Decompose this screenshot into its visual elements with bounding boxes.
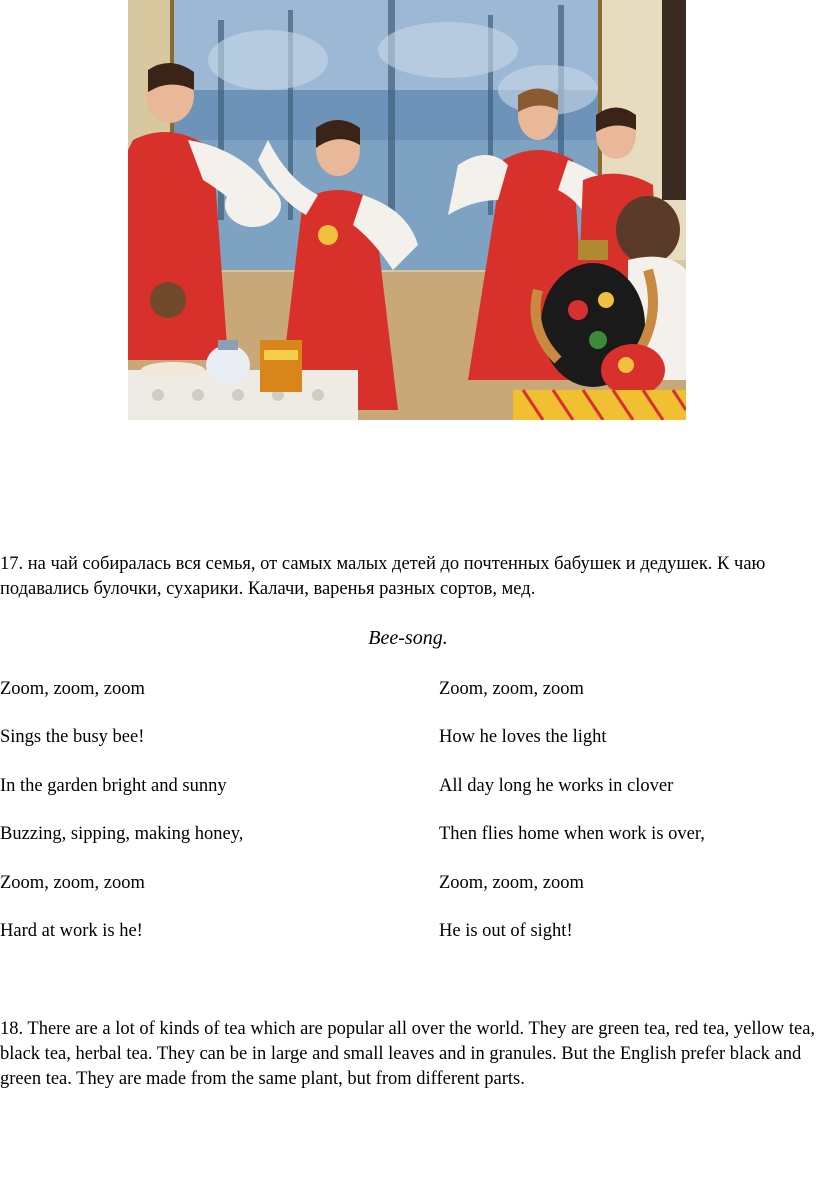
song-line: All day long he works in clover [439, 776, 674, 796]
song-line: He is out of sight! [439, 921, 573, 941]
song-line: Buzzing, sipping, making honey, [0, 824, 244, 844]
song-line: In the garden bright and sunny [0, 776, 227, 796]
paragraph-17: 17. на чай собиралась вся семья, от самых малых детей до почтенных бабушек и дедушек. К чаю подавались булочки, сухарики. Калачи, варенья разных сортов, мед. [0, 554, 766, 599]
song-line: Zoom, zoom, zoom [0, 873, 145, 893]
song-line: Then flies home when work is over, [439, 824, 705, 844]
song-line: Hard at work is he! [0, 921, 143, 941]
song-line: Zoom, zoom, zoom [439, 679, 584, 699]
song-line: How he loves the light [439, 727, 607, 747]
song-line: Sings the busy bee! [0, 727, 145, 747]
song-line: Zoom, zoom, zoom [439, 873, 584, 893]
paragraph-18: 18. There are a lot of kinds of tea which are popular all over the world. They are green tea, red tea, yellow tea, black tea, herbal tea. They can be in large and small leaves and in granules. But the English prefer black and green tea. They are made from the same plant, but from different parts. [0, 1019, 816, 1089]
folk-dancers-photo [128, 0, 686, 420]
song-title: Bee-song. [368, 627, 448, 649]
song-line: Zoom, zoom, zoom [0, 679, 145, 699]
